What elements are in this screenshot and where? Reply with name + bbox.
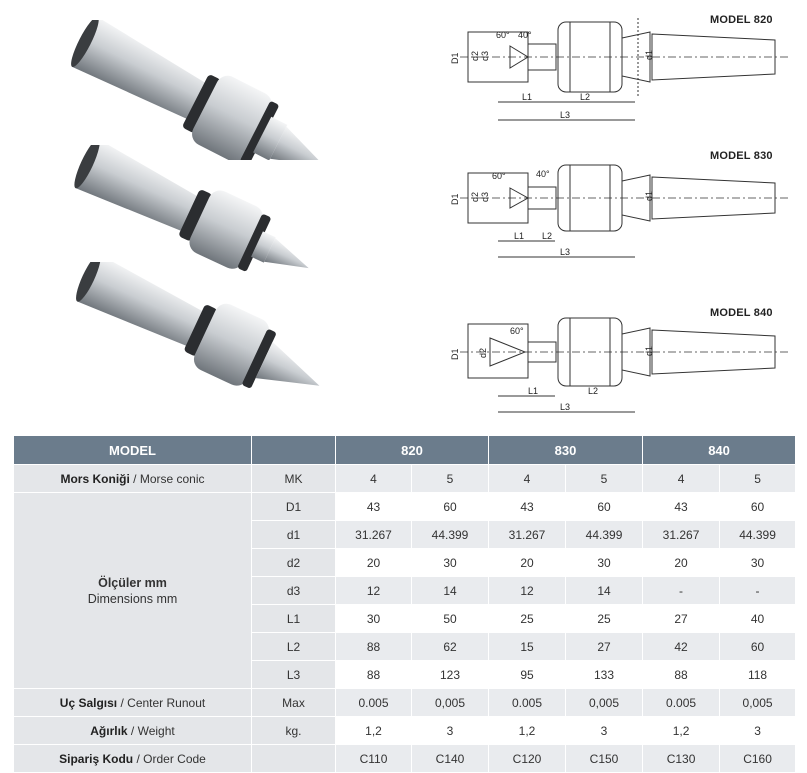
value-cell: 27: [566, 633, 643, 661]
value-cell: 0.005: [336, 689, 412, 717]
row-unit: d1: [252, 521, 336, 549]
model-820-label: MODEL 820: [710, 14, 773, 26]
product-photos: [0, 0, 430, 420]
row-unit: d3: [252, 577, 336, 605]
value-cell: 30: [336, 605, 412, 633]
table-row-morse: [14, 465, 796, 493]
value-cell: 123: [412, 661, 489, 689]
value-cell: 30: [412, 549, 489, 577]
dim-d3: d3: [480, 191, 490, 202]
value-cell: 25: [566, 605, 643, 633]
value-cell: 0,005: [720, 689, 796, 717]
model-840-label: MODEL 840: [710, 307, 773, 319]
angle-60: 60°: [492, 171, 506, 181]
value-cell: 43: [643, 493, 720, 521]
value-cell: 88: [643, 661, 720, 689]
value-cell: 44.399: [412, 521, 489, 549]
value-cell: 88: [336, 633, 412, 661]
value-cell: C120: [489, 745, 566, 773]
live-center-photo-840: [0, 262, 430, 402]
value-cell: 15: [489, 633, 566, 661]
row-unit: kg.: [252, 717, 336, 745]
value-cell: 118: [720, 661, 796, 689]
dim-L1: L1: [528, 386, 539, 396]
spec-table: [13, 435, 796, 773]
angle-60: 60°: [510, 326, 524, 336]
value-cell: 1,2: [489, 717, 566, 745]
value-cell: 5: [412, 465, 489, 493]
value-cell: 0.005: [643, 689, 720, 717]
value-cell: 43: [489, 493, 566, 521]
table-row-weight: [14, 717, 796, 745]
value-cell: 5: [566, 465, 643, 493]
dim-d2: d2: [470, 50, 480, 61]
table-header-row: [14, 436, 796, 465]
row-unit: [252, 745, 336, 773]
value-cell: 40: [720, 605, 796, 633]
angle-60: 60°: [496, 30, 510, 40]
drawing-model-830: [430, 155, 807, 265]
value-cell: 4: [336, 465, 412, 493]
value-cell: 44.399: [566, 521, 643, 549]
value-cell: 1,2: [643, 717, 720, 745]
dim-L2: L2: [588, 386, 599, 396]
technical-drawings: [430, 0, 807, 420]
value-cell: 3: [412, 717, 489, 745]
table-row-runout: [14, 689, 796, 717]
value-cell: 4: [489, 465, 566, 493]
dim-d2: d2: [470, 191, 480, 202]
dim-L3: L3: [560, 110, 571, 120]
value-cell: 60: [566, 493, 643, 521]
dim-d3: d3: [480, 50, 490, 61]
value-cell: 1,2: [336, 717, 412, 745]
dim-L2: L2: [542, 231, 553, 241]
row-unit: MK: [252, 465, 336, 493]
value-cell: 12: [489, 577, 566, 605]
drawing-model-840: [430, 312, 807, 420]
value-cell: 3: [720, 717, 796, 745]
row-unit: Max: [252, 689, 336, 717]
header-830: 830: [489, 436, 643, 465]
value-cell: 4: [643, 465, 720, 493]
value-cell: 14: [412, 577, 489, 605]
value-cell: C110: [336, 745, 412, 773]
dim-d1: d1: [644, 190, 654, 201]
value-cell: 20: [489, 549, 566, 577]
header-unit-blank: [252, 436, 336, 465]
value-cell: 0,005: [566, 689, 643, 717]
value-cell: -: [643, 577, 720, 605]
value-cell: 60: [720, 493, 796, 521]
value-cell: 88: [336, 661, 412, 689]
value-cell: C130: [643, 745, 720, 773]
value-cell: 3: [566, 717, 643, 745]
value-cell: 42: [643, 633, 720, 661]
table-row-order: [14, 745, 796, 773]
table-body: [14, 465, 796, 773]
value-cell: 20: [643, 549, 720, 577]
value-cell: 30: [720, 549, 796, 577]
dim-d1: d1: [644, 49, 654, 60]
row-unit: D1: [252, 493, 336, 521]
row-unit: L3: [252, 661, 336, 689]
dim-d1: d1: [644, 345, 654, 356]
value-cell: 60: [720, 633, 796, 661]
value-cell: 133: [566, 661, 643, 689]
value-cell: 5: [720, 465, 796, 493]
row-unit: L2: [252, 633, 336, 661]
row-label: Sipariş Kodu / Order Code: [14, 745, 252, 773]
value-cell: 30: [566, 549, 643, 577]
dim-d2: d2: [478, 347, 488, 358]
value-cell: 62: [412, 633, 489, 661]
value-cell: C160: [720, 745, 796, 773]
value-cell: 60: [412, 493, 489, 521]
header-820: 820: [336, 436, 489, 465]
value-cell: 14: [566, 577, 643, 605]
dim-D1: D1: [450, 348, 460, 360]
value-cell: 31.267: [489, 521, 566, 549]
value-cell: 20: [336, 549, 412, 577]
model-830-label: MODEL 830: [710, 150, 773, 162]
value-cell: -: [720, 577, 796, 605]
row-unit: L1: [252, 605, 336, 633]
drawing-model-820: [430, 14, 807, 129]
value-cell: 25: [489, 605, 566, 633]
row-label: Uç Salgısı / Center Runout: [14, 689, 252, 717]
header-840: 840: [643, 436, 796, 465]
angle-40: 40°: [536, 169, 550, 179]
table-row-D1: [14, 493, 796, 521]
value-cell: 31.267: [336, 521, 412, 549]
value-cell: 27: [643, 605, 720, 633]
row-unit: d2: [252, 549, 336, 577]
value-cell: 43: [336, 493, 412, 521]
value-cell: 95: [489, 661, 566, 689]
live-center-photo-820: [0, 20, 430, 160]
dim-D1: D1: [450, 193, 460, 205]
header-model: MODEL: [14, 436, 252, 465]
value-cell: 0.005: [489, 689, 566, 717]
value-cell: 44.399: [720, 521, 796, 549]
value-cell: 12: [336, 577, 412, 605]
row-label: Ağırlık / Weight: [14, 717, 252, 745]
dim-L3: L3: [560, 247, 571, 257]
dim-L1: L1: [514, 231, 525, 241]
value-cell: 0,005: [412, 689, 489, 717]
value-cell: C150: [566, 745, 643, 773]
dim-D1: D1: [450, 52, 460, 64]
value-cell: 50: [412, 605, 489, 633]
dim-L3: L3: [560, 402, 571, 412]
value-cell: C140: [412, 745, 489, 773]
row-label: Mors Koniği / Morse conic: [14, 465, 252, 493]
dimensions-label: Ölçüler mm Dimensions mm: [14, 493, 252, 689]
dim-L2: L2: [580, 92, 591, 102]
value-cell: 31.267: [643, 521, 720, 549]
angle-40: 40°: [518, 30, 532, 40]
dim-L1: L1: [522, 92, 533, 102]
